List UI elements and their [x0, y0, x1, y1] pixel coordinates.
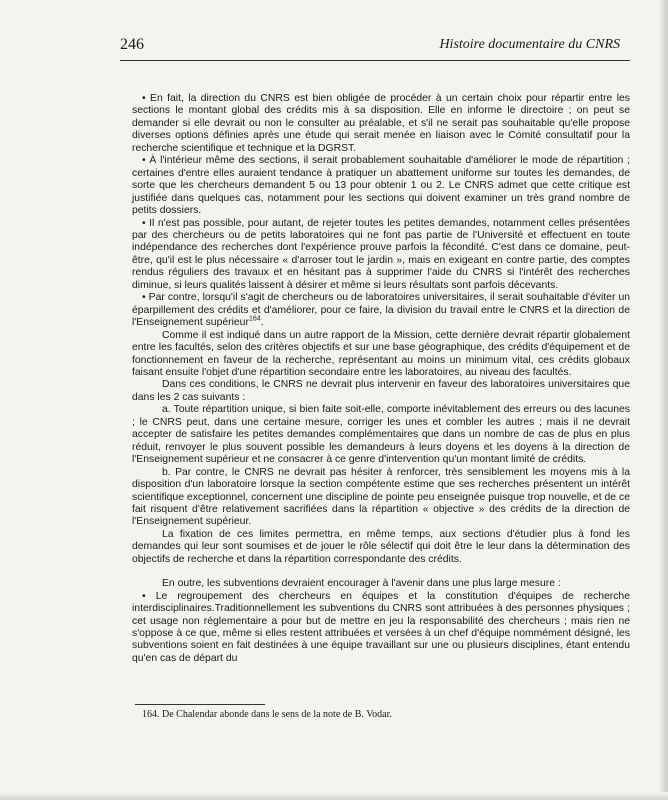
page-number: 246 [120, 36, 144, 53]
body-text [132, 93, 630, 665]
page-edge-shadow [0, 792, 668, 800]
header-rule [120, 60, 630, 61]
paragraph: • En fait, la direction du CNRS est bien obligée de procéder à un certain choix pour répartir entre les sections le montant global des crédits mis à sa disposition. Elle en informe le directoire ; on peut se demander si elle devrait ou non le consulter au préalable, et s'il ne serait pas souhaitable qu'elle propose diverses options définies après une étude qui serait menée en liaison avec le Comité consultatif pour la recherche scientifique et technique et la DGRST. [132, 93, 630, 154]
paragraph: • À l'intérieur même des sections, il serait probablement souhaitable d'améliorer le mode de répartition ; certaines d'entre elles auraient tendance à pratiquer un abattement uniforme sur toutes les demandes, de sorte que les chercheurs demandent 5 ou 13 pour obtenir 1 ou 2. Le CNRS admet que cette critique est justifiée dans quelques cas, notamment pour les sections qui doivent examiner un très grand nombre de petits dossiers. [132, 155, 630, 217]
paragraph-text: • Par contre, lorsqu'il s'agit de chercheurs ou de laboratoires universitaires, il serait souhaitable d'éviter un éparpillement des crédits et d'améliorer, pour ce faire, la division du travail entre le CNRS et la direction de l'Enseignement supérieur [132, 292, 630, 329]
footnote-rule [135, 704, 265, 705]
page-header [120, 36, 620, 58]
paragraph: a. Toute répartition unique, si bien faite soit-elle, comporte inévitablement des erreurs ou des lacunes ; le CNRS peut, dans une certaine mesure, corriger les unes et combler les autres ; mais il ne devrait accepter de satisfaire les petites demandes complémentaires que dans un nombre de cas de plus en plus réduit, renvoyer le plus souvent possible les demandeurs à leurs doyens et les doyens à la direction de l'Enseignement supérieur et ne consacrer à ce genre d'intervention qu'un montant limité de crédits. [132, 404, 630, 466]
footnote: 164. De Chalendar abonde dans le sens de la note de B. Vodar. [142, 709, 392, 720]
running-title: Histoire documentaire du CNRS [439, 37, 620, 52]
paragraph: En outre, les subventions devraient encourager à l'avenir dans une plus large mesure : [162, 578, 561, 590]
page-edge-shadow [658, 0, 668, 800]
paragraph: b. Par contre, le CNRS ne devrait pas hésiter à renforcer, très sensiblement les moyens mis à la disposition d'un laboratoire lorsque la section compétente estime que ses recherches présentent un intérêt scientifique exceptionnel, concernent une discipline de pointe peu enseignée puisque trop nouvelle, et de ce fait risquent d'être relativement sacrifiées dans la répartition « objective » des crédits de la direction de l'Enseignement supérieur. [132, 466, 630, 528]
paragraph: • Il n'est pas possible, pour autant, de rejeter toutes les petites demandes, notamment celles présentées par des chercheurs ou de petits laboratoires qui ne font pas partie de l'Université et effectuent en toute indépendance des recherches dont l'expérience prouve parfois la fécondité. C'est dans ce domaine, peut-être, qu'il est le plus nécessaire « d'arroser tout le jardin », mais en exigeant en contre partie, des comptes rendus réguliers des travaux et en hésitant pas à supprimer l'aide du CNRS si l'intérêt des recherches diminue, si leurs qualités laissent à désirer et même si leurs résultats sont parfois décevants. [132, 217, 630, 291]
paragraph: • Le regroupement des chercheurs en équipes et la constitution d'équipes de recherche interdisciplinaires.Traditionnellement les subventions du CNRS sont attribuées à des personnes physiques ; cet usage non réglementaire a pour but de mettre en jeu la responsabilité des chercheurs ; mais rien ne s'oppose à ce que, même si elles restent attribuées et versées à un chef d'équipe nommément désigné, les subventions soient en fait destinées à une équipe travaillant sur une ou plusieurs disciplines, étant entendu qu'en cas de départ du [132, 590, 630, 664]
footnote-reference: 164 [248, 315, 261, 323]
paragraph: Dans ces conditions, le CNRS ne devrait plus intervenir en faveur des laboratoires universitaires que dans les 2 cas suivants : [132, 379, 630, 403]
paragraph: • Par contre, lorsqu'il s'agit de chercheurs ou de laboratoires universitaires, il serait souhaitable d'éviter un éparpillement des crédits et d'améliorer, pour ce faire, la division du travail entre le CNRS et la direction de l'Enseignement supérieur$^{164}$. [132, 292, 630, 329]
paragraph: La fixation de ces limites permettra, en même temps, aux sections d'étudier plus à fond les demandes qui leur sont soumises et de jouer le rôle sélectif qui doit être le leur dans la détermination des objectifs de recherche et dans la répartition correspondante des crédits. [132, 528, 630, 565]
paragraph: Comme il est indiqué dans un autre rapport de la Mission, cette dernière devrait répartir globalement entre les facultés, selon des critères objectifs et sur une base géographique, des crédits d'équipement et de fonctionnement en faveur de la recherche, représentant au moins un minimum vital, ces crédits globaux faisant ensuite l'objet d'une répartition secondaire entre les laboratoires, au niveau des facultés. [132, 329, 630, 378]
